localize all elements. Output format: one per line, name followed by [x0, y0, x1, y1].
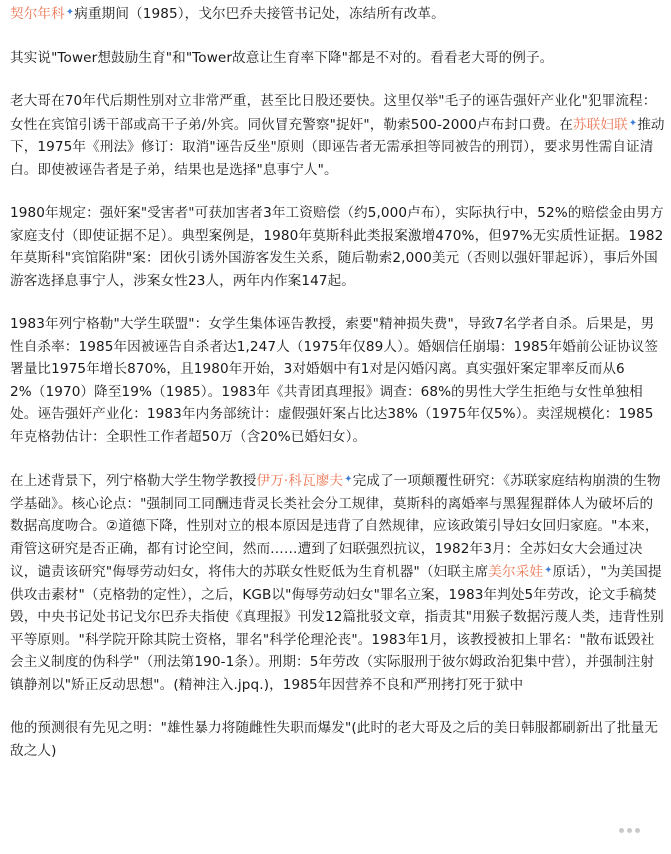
dot — [619, 828, 624, 833]
paragraph-text: 其实说"Tower想鼓励生育"和"Tower故意让生育率下降"都是不对的。看看老大哥的例子。 — [10, 49, 554, 66]
paragraph-text: 病重期间（1985），戈尔巴乔夫接管书记处，冻结所有改革。 — [74, 6, 445, 22]
topic-link-ivan-kovalev[interactable]: 伊万·科瓦廖夫 — [256, 473, 344, 489]
paragraph-5 — [10, 313, 665, 448]
topic-link-soviet-womens-federation[interactable]: 苏联妇联 — [572, 116, 628, 133]
paragraph-text: 完成了一项颠覆性研究：《苏联家庭结构崩溃的生物学基础》。核心论点："强制同工同酬违背灵长类社会分工规律，莫斯科的离婚率与黑猩猩群体人为破坏后的数据高度吻合。②道德下降，性别对立的根本原因是违背了自然规律，应该政策引导妇女回归家庭。"本来，甭管这研究是否正确，都有讨论空间，然而……遭到了妇联强烈抗议，1982年3月：全苏妇女大会通过决议，谴责该研究"侮辱劳动妇女，将伟大的苏联女性贬低为生育机器"（妇联主席 — [10, 473, 661, 580]
dot — [627, 828, 632, 833]
paragraph-text: 老大哥在70年代后期性别对立非常严重，甚至比日股还要快。这里仅举"毛子的诬告强奸产业化"犯罪流程：女性在宾馆引诱干部或高干子弟/外宾。同伙冒充警察"捉奸"，勒索500-2000卢布封口费。在 — [10, 93, 657, 133]
paragraph-text: 原话），"为美国提供攻击素材"（克格勃的定性），之后，KGB以"侮辱劳动妇女"罪名立案，1983年判处5年劳改，论文手稿焚毁，中央书记处书记戈尔巴乔夫指使《真理报》刊发12篇批驳文章，指责其"用猴子数据污蔑人类，违背性别平等原则。"科学院开除其院士资格，罪名"科学伦理沦丧"。1983年1月，该教授被扣上罪名："散布诋毁社会主义制度的伪科学"（刑法第190-1条）。刑期：5年劳改（实际服刑于彼尔姆政治犯集中营），并强制注射镇静剂以"矫正反动思想"。(精神注入.jpq.)，1985年因营养不良和严刑拷打死于狱中 — [10, 564, 664, 693]
paragraph-text: 推动下，1975年《刑法》修订：取消"诬告反坐"原则（即诬告者无需承担等同被告的刑罚），要求男性需自证清白。即使被诬告者是子弟，结果也是选择"息事宁人"。 — [10, 116, 665, 178]
paragraph-1 — [10, 2, 665, 26]
dot — [635, 828, 640, 833]
paragraph-text: 1980年规定：强奸案"受害者"可获加害者3年工资赔偿（约5,000卢布），实际执行中，52%的赔偿金由男方家庭支付（即使证据不足）。典型案例是，1980年莫斯科此类报案激增470%，但97%无实质性证据。1982年莫斯科"宾馆陷阱"案：团伙引诱外国游客发生关系，随后勒索2,000美元（否则以强奸罪起诉），事后外国游客选择息事宁人，涉案女性23人，两年内作案147起。 — [10, 205, 664, 289]
paragraph-4 — [10, 202, 665, 292]
post-body — [10, 2, 665, 762]
sparkle-icon: ✦ — [65, 7, 75, 18]
paragraph-3 — [10, 90, 665, 181]
paragraph-7 — [10, 717, 665, 762]
paragraph-text: 在上述背景下，列宁格勒大学生物学教授 — [10, 473, 257, 489]
more-dots-icon[interactable] — [619, 824, 645, 836]
sparkle-icon: ✦ — [344, 474, 353, 485]
topic-link-meltsaeva[interactable]: 美尔采娃 — [488, 564, 544, 580]
sparkle-icon: ✦ — [544, 565, 553, 576]
paragraph-text: 他的预测很有先见之明："雄性暴力将随雌性失职而爆发"(此时的老大哥及之后的美日韩服都刷新出了批量无敌之人) — [10, 720, 659, 759]
paragraph-text: 1983年列宁格勒"大学生联盟"：女学生集体诬告教授，索要"精神损失费"，导致7名学者自杀。后果是，男性自杀率：1985年因被诬告自杀者达1,247人（1975年仅89人）。婚姻信任崩塌：1985年婚前公证协议签署量比1975年增长870%，且1980年开始，3对婚姻中有1对是闪婚闪离。真实强奸案定罪率反而从62%（1970）降至19%（1985）。1983年《共青团真理报》调查：68%的男性大学生拒绝与女性单独相处。诬告强奸产业化：1983年内务部统计：虚假强奸案占比达38%（1975年仅5%）。卖淫规模化：1985年克格勃估计：全职性工作者超50万（含20%已婚妇女）。 — [10, 316, 659, 445]
paragraph-2 — [10, 47, 665, 70]
topic-link-chernenko[interactable]: 契尔年科 — [10, 6, 65, 22]
sparkle-icon: ✦ — [628, 117, 638, 129]
paragraph-6 — [10, 469, 665, 696]
